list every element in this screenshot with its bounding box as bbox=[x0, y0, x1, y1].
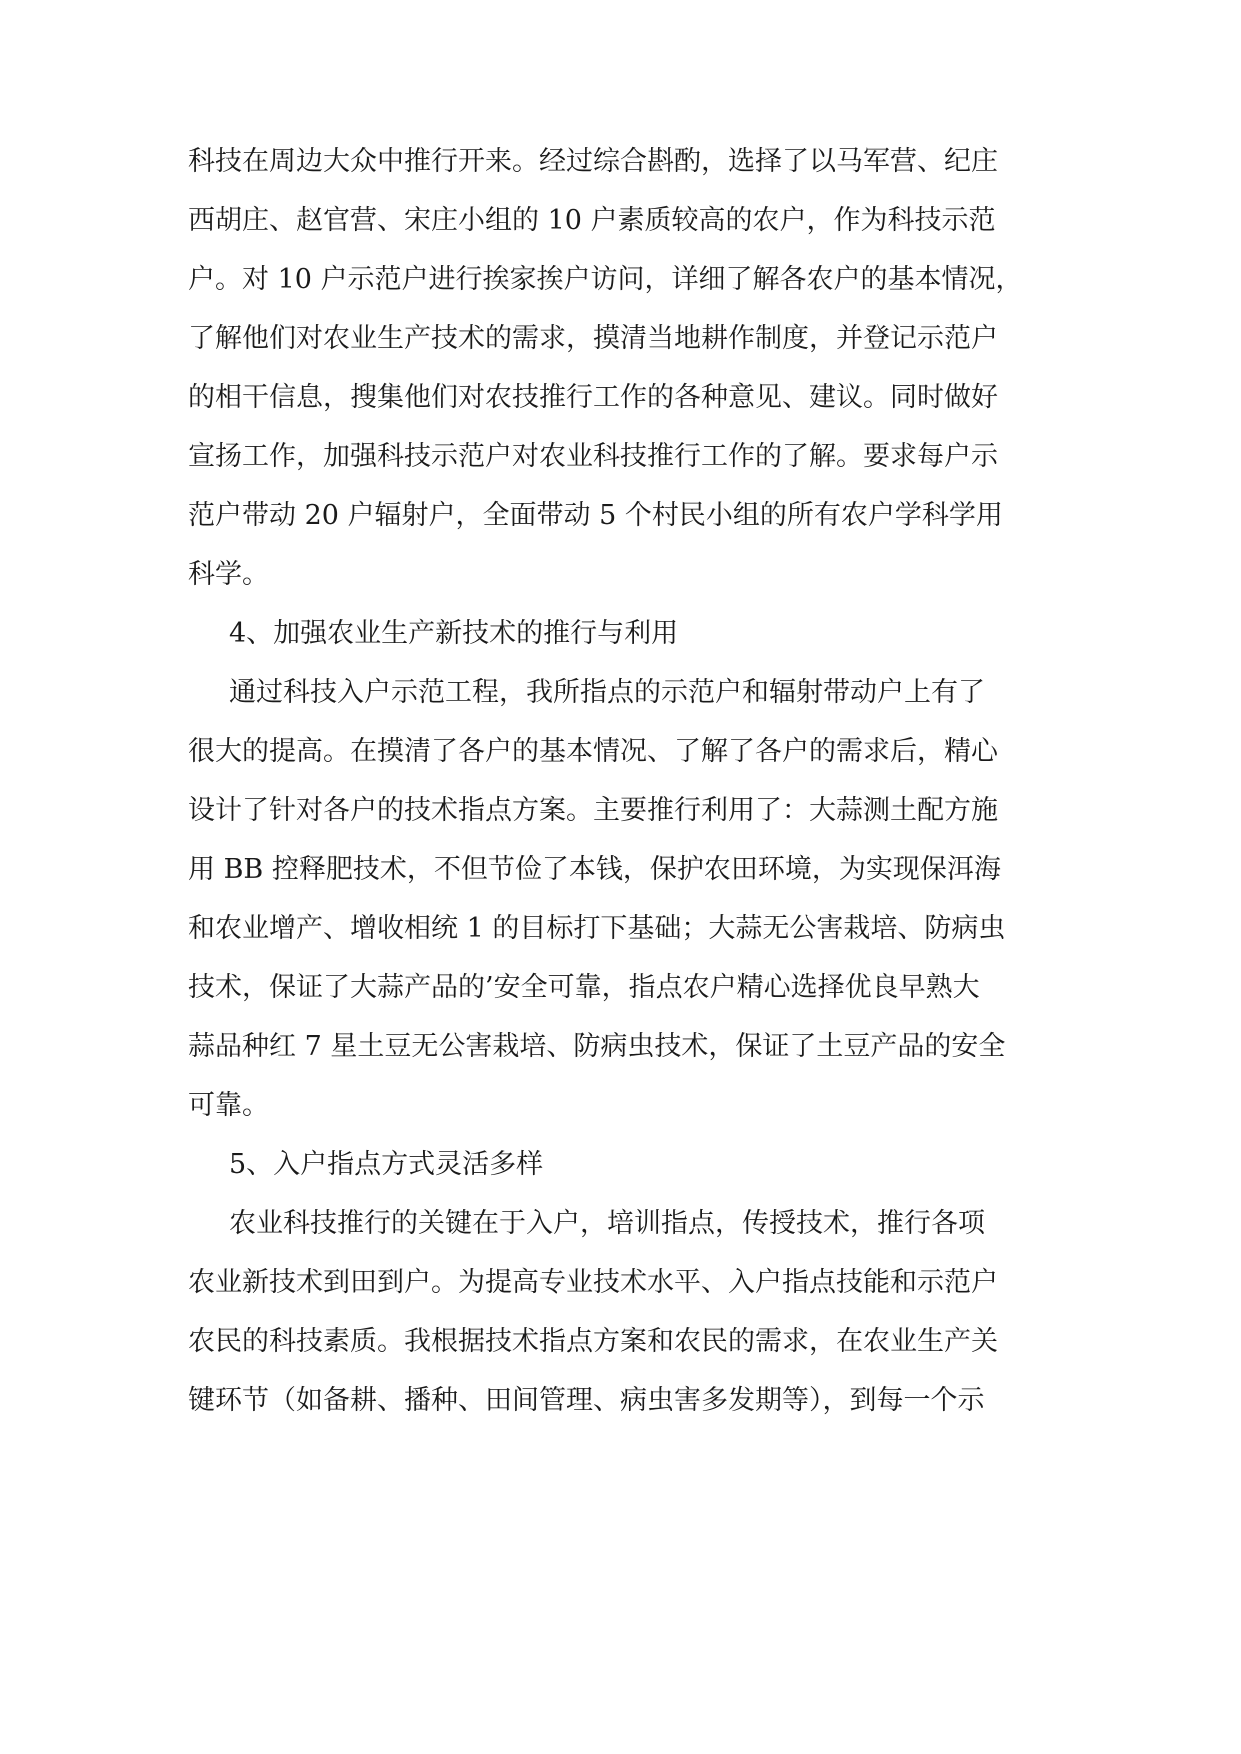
text-line: 科技在周边大众中推行开来。经过综合斟酌，选择了以马军营、纪庄 bbox=[188, 146, 998, 177]
text-line: 用 BB 控释肥技术，不但节俭了本钱，保护农田环境，为实现保洱海 bbox=[188, 854, 1001, 885]
text-line: 蒜品种红 7 星土豆无公害栽培、防病虫技术，保证了土豆产品的安全 bbox=[188, 1031, 1006, 1062]
text-line: 农业新技术到田到户。为提高专业技术水平、入户指点技能和示范户 bbox=[188, 1267, 998, 1298]
text-line: 可靠。 bbox=[188, 1090, 269, 1121]
text-line: 了解他们对农业生产技术的需求，摸清当地耕作制度，并登记示范户 bbox=[188, 323, 998, 354]
text-line: 户。对 10 户示范户进行挨家挨户访问，详细了解各农户的基本情况， bbox=[188, 264, 1023, 295]
text-line: 设计了针对各户的技术指点方案。主要推行利用了：大蒜测土配方施 bbox=[188, 795, 998, 826]
text-line: 范户带动 20 户辐射户，全面带动 5 个村民小组的所有农户学科学用 bbox=[188, 500, 1003, 531]
text-line: 很大的提高。在摸清了各户的基本情况、了解了各户的需求后，精心 bbox=[188, 736, 998, 767]
section-heading: 5、入户指点方式灵活多样 bbox=[229, 1149, 544, 1180]
text-line: 的相干信息，搜集他们对农技推行工作的各种意见、建议。同时做好 bbox=[188, 382, 998, 413]
text-line: 农民的科技素质。我根据技术指点方案和农民的需求，在农业生产关 bbox=[188, 1326, 998, 1357]
text-line: 宣扬工作，加强科技示范户对农业科技推行工作的了解。要求每户示 bbox=[188, 441, 998, 472]
text-line: 农业科技推行的关键在于入户，培训指点，传授技术，推行各项 bbox=[229, 1208, 985, 1239]
text-line: 键环节（如备耕、播种、田间管理、病虫害多发期等），到每一个示 bbox=[188, 1385, 985, 1416]
text-line: 通过科技入户示范工程，我所指点的示范户和辐射带动户上有了 bbox=[229, 677, 985, 708]
text-line: 西胡庄、赵官营、宋庄小组的 10 户素质较高的农户，作为科技示范 bbox=[188, 205, 996, 236]
text-line: 科学。 bbox=[188, 559, 269, 590]
document-page bbox=[188, 0, 1068, 1754]
text-line: 技术，保证了大蒜产品的’安全可靠，指点农户精心选择优良早熟大 bbox=[188, 972, 980, 1003]
section-heading: 4、加强农业生产新技术的推行与利用 bbox=[229, 618, 679, 649]
text-line: 和农业增产、增收相统 1 的目标打下基础；大蒜无公害栽培、防病虫 bbox=[188, 913, 1006, 944]
